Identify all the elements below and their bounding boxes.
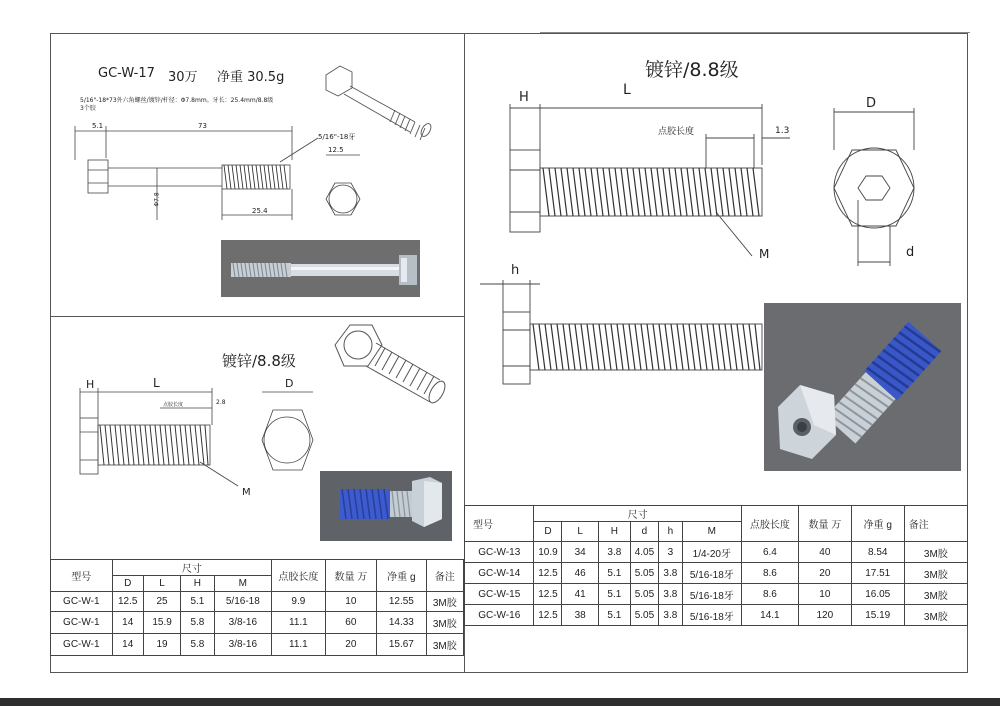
- cell-glue: 8.6: [741, 584, 798, 605]
- description-line: 5/16"-18*73外六角螺丝/镀锌/杆径：Φ7.8mm。牙长：25.4mm/8.8级: [80, 97, 274, 104]
- header-quantity: 数量 万: [798, 506, 851, 542]
- cell-m: 1/4-20牙: [682, 542, 741, 563]
- cell-note: 3M胶: [904, 563, 967, 584]
- panel-b-title: 镀锌/8.8级: [222, 352, 296, 370]
- cell-l: 19: [143, 634, 180, 656]
- cell-l: 46: [562, 563, 598, 584]
- description-line-2: 3个胶: [80, 105, 96, 112]
- cell-glue: 8.6: [741, 563, 798, 584]
- header-quantity: 数量 万: [325, 560, 376, 592]
- cell-h: 5.8: [181, 612, 214, 634]
- header-l: L: [562, 522, 598, 542]
- label-d-lower: d: [906, 245, 915, 260]
- header-model: 型号: [51, 560, 113, 592]
- cell-weight: 16.05: [851, 584, 904, 605]
- cell-d-lower: 4.05: [630, 542, 658, 563]
- cell-l: 25: [143, 592, 180, 612]
- cell-d: 14: [112, 612, 143, 634]
- cell-note: 3M胶: [426, 612, 463, 634]
- dim-total-length: 73: [198, 122, 207, 130]
- cell-h-lower: 3.8: [658, 605, 682, 626]
- cell-l: 34: [562, 542, 598, 563]
- cell-glue: 14.1: [741, 605, 798, 626]
- glue-bolt-photo-large: [764, 303, 961, 471]
- header-size: 尺寸: [112, 560, 272, 576]
- cell-model: GC-W-13: [465, 542, 534, 563]
- cell-d-lower: 5.05: [630, 563, 658, 584]
- cell-d-upper: 12.5: [534, 605, 562, 626]
- dim-head-length: 5.1: [92, 122, 104, 130]
- cell-h-lower: 3: [658, 542, 682, 563]
- cell-d-upper: 12.5: [534, 584, 562, 605]
- header-model: 型号: [465, 506, 534, 542]
- cell-weight: 8.54: [851, 542, 904, 563]
- label-m: M: [759, 247, 770, 261]
- header-d: D: [112, 576, 143, 592]
- header-h-lower: h: [658, 522, 682, 542]
- cell-h-upper: 5.1: [598, 605, 630, 626]
- header-weight: 净重 g: [851, 506, 904, 542]
- dim-thread-spec: 5/16"-18牙: [318, 133, 356, 141]
- cell-l: 15.9: [143, 612, 180, 634]
- cell-d-upper: 10.9: [534, 542, 562, 563]
- cell-qty: 10: [798, 584, 851, 605]
- cell-weight: 17.51: [851, 563, 904, 584]
- dim-head-width: 12.5: [328, 146, 344, 154]
- glue-length-label: 点胶长度: [658, 127, 695, 137]
- header-glue-length: 点胶长度: [272, 560, 326, 592]
- header-d-lower: d: [630, 522, 658, 542]
- header-note: 备注: [426, 560, 463, 592]
- cell-note: 3M胶: [904, 542, 967, 563]
- cell-h-lower: 3.8: [658, 584, 682, 605]
- cell-d-lower: 5.05: [630, 605, 658, 626]
- cell-m: 3/8-16: [214, 634, 272, 656]
- dim-glue-end: 1.3: [775, 126, 790, 136]
- cell-l: 38: [562, 605, 598, 626]
- cell-glue: 11.1: [272, 634, 326, 656]
- cell-d-upper: 12.5: [534, 563, 562, 584]
- cell-note: 3M胶: [426, 634, 463, 656]
- label-l: L: [623, 82, 631, 98]
- header-m: M: [682, 522, 741, 542]
- glue-length-label: 点胶长度: [163, 402, 184, 408]
- cell-weight: 15.19: [851, 605, 904, 626]
- label-h-upper: H: [519, 90, 529, 105]
- dim-thread-length: 25.4: [252, 207, 268, 215]
- header-d-upper: D: [534, 522, 562, 542]
- panel-c-title: 镀锌/8.8级: [645, 59, 739, 81]
- cell-d-lower: 5.05: [630, 584, 658, 605]
- label-h-lower: h: [511, 263, 520, 278]
- cell-note: 3M胶: [904, 584, 967, 605]
- header-note: 备注: [904, 506, 967, 542]
- dim-shank-dia: Φ7.8: [153, 192, 161, 207]
- cell-d: 12.5: [112, 592, 143, 612]
- label-m: M: [242, 487, 251, 498]
- table-row: [465, 584, 968, 605]
- header-h-upper: H: [598, 522, 630, 542]
- quantity-label: 30万: [168, 70, 198, 85]
- cell-model: GC-W-1: [51, 634, 113, 656]
- header-size: 尺寸: [534, 506, 741, 522]
- cell-qty: 40: [798, 542, 851, 563]
- cell-m: 5/16-18牙: [682, 605, 741, 626]
- cell-weight: 12.55: [377, 592, 426, 612]
- cell-h-upper: 5.1: [598, 584, 630, 605]
- cell-weight: 14.33: [377, 612, 426, 634]
- cell-m: 5/16-18牙: [682, 563, 741, 584]
- cell-m: 5/16-18牙: [682, 584, 741, 605]
- cell-m: 3/8-16: [214, 612, 272, 634]
- cell-qty: 10: [325, 592, 376, 612]
- cell-qty: 20: [325, 634, 376, 656]
- cell-weight: 15.67: [377, 634, 426, 656]
- dim-glue-end: 2.8: [216, 399, 226, 406]
- cell-note: 3M胶: [426, 592, 463, 612]
- label-d-upper: D: [866, 96, 877, 111]
- table-row: [465, 542, 968, 563]
- cell-qty: 20: [798, 563, 851, 584]
- label-d: D: [285, 377, 294, 390]
- cell-qty: 60: [325, 612, 376, 634]
- cell-glue: 9.9: [272, 592, 326, 612]
- table-row: [465, 605, 968, 626]
- table-row: [465, 563, 968, 584]
- cell-model: GC-W-15: [465, 584, 534, 605]
- cell-m: 5/16-18: [214, 592, 272, 612]
- header-h: H: [181, 576, 214, 592]
- header-m: M: [214, 576, 272, 592]
- cell-h-upper: 3.8: [598, 542, 630, 563]
- cell-model: GC-W-1: [51, 592, 113, 612]
- cell-glue: 11.1: [272, 612, 326, 634]
- cell-model: GC-W-16: [465, 605, 534, 626]
- weight-label: 净重 30.5g: [217, 70, 285, 85]
- cell-note: 3M胶: [904, 605, 967, 626]
- bottom-bar: [0, 698, 1000, 706]
- cell-h: 5.1: [181, 592, 214, 612]
- header-weight: 净重 g: [377, 560, 426, 592]
- cell-glue: 6.4: [741, 542, 798, 563]
- cell-model: GC-W-1: [51, 612, 113, 634]
- label-h: H: [86, 378, 95, 391]
- header-glue-length: 点胶长度: [741, 506, 798, 542]
- cell-model: GC-W-14: [465, 563, 534, 584]
- cell-h: 5.8: [181, 634, 214, 656]
- cell-qty: 120: [798, 605, 851, 626]
- header-l: L: [143, 576, 180, 592]
- panel-c-spec-table: [464, 505, 968, 626]
- model-title: GC-W-17: [98, 66, 155, 81]
- cell-d: 14: [112, 634, 143, 656]
- label-l: L: [153, 376, 160, 390]
- cell-h-lower: 3.8: [658, 563, 682, 584]
- cell-h-upper: 5.1: [598, 563, 630, 584]
- cell-l: 41: [562, 584, 598, 605]
